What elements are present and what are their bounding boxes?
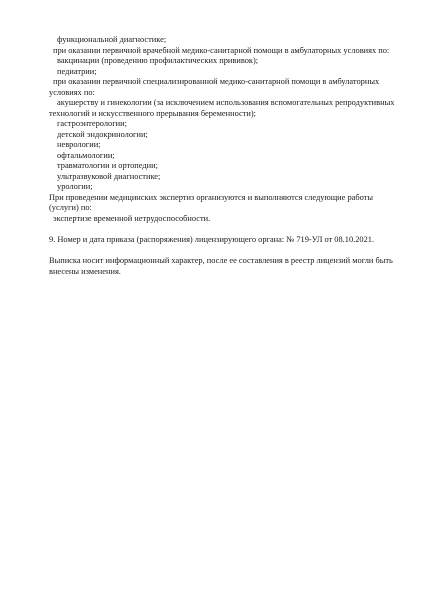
text-line: травматологии и ортопедии; [57, 161, 158, 170]
text-line: экспертизе временной нетрудоспособности. [53, 214, 211, 223]
text-line: функциональной диагностике; [57, 35, 167, 44]
text-line: неврологии; [57, 140, 101, 149]
text-line: ультразвуковой диагностике; [57, 172, 161, 181]
text-line: При проведении медицинских экспертиз организуются и выполняются следующие работы [49, 193, 373, 202]
text-line: технологий и искусственного прерывания беременности); [49, 109, 256, 118]
text-line: детской эндокринологии; [57, 130, 148, 139]
text-line: офтальмологии; [57, 151, 115, 160]
text-line: вакцинации (проведению профилактических прививок); [57, 56, 259, 65]
text-line: урологии; [57, 182, 93, 191]
text-line: 9. Номер и дата приказа (распоряжения) лицензирующего органа: № 719-УЛ от 08.10.2021. [49, 235, 375, 244]
text-line: при оказании первичной специализированной медико-санитарной помощи в амбулаторных [53, 77, 380, 86]
text-line: акушерству и гинекологии (за исключением использования вспомогательных репродуктивных [57, 98, 395, 107]
text-line: гастроэнтерологии; [57, 119, 127, 128]
text-line: педиатрии; [57, 67, 97, 76]
text-line: условиях по: [49, 88, 95, 97]
text-line: (услуги) по: [49, 203, 92, 212]
text-line: при оказании первичной врачебной медико-санитарной помощи в амбулаторных условиях по: [53, 46, 390, 55]
text-line: Выписка носит информационный характер, после ее составления в реестр лицензий могли быть [49, 256, 393, 265]
text-line: внесены изменения. [49, 267, 121, 276]
